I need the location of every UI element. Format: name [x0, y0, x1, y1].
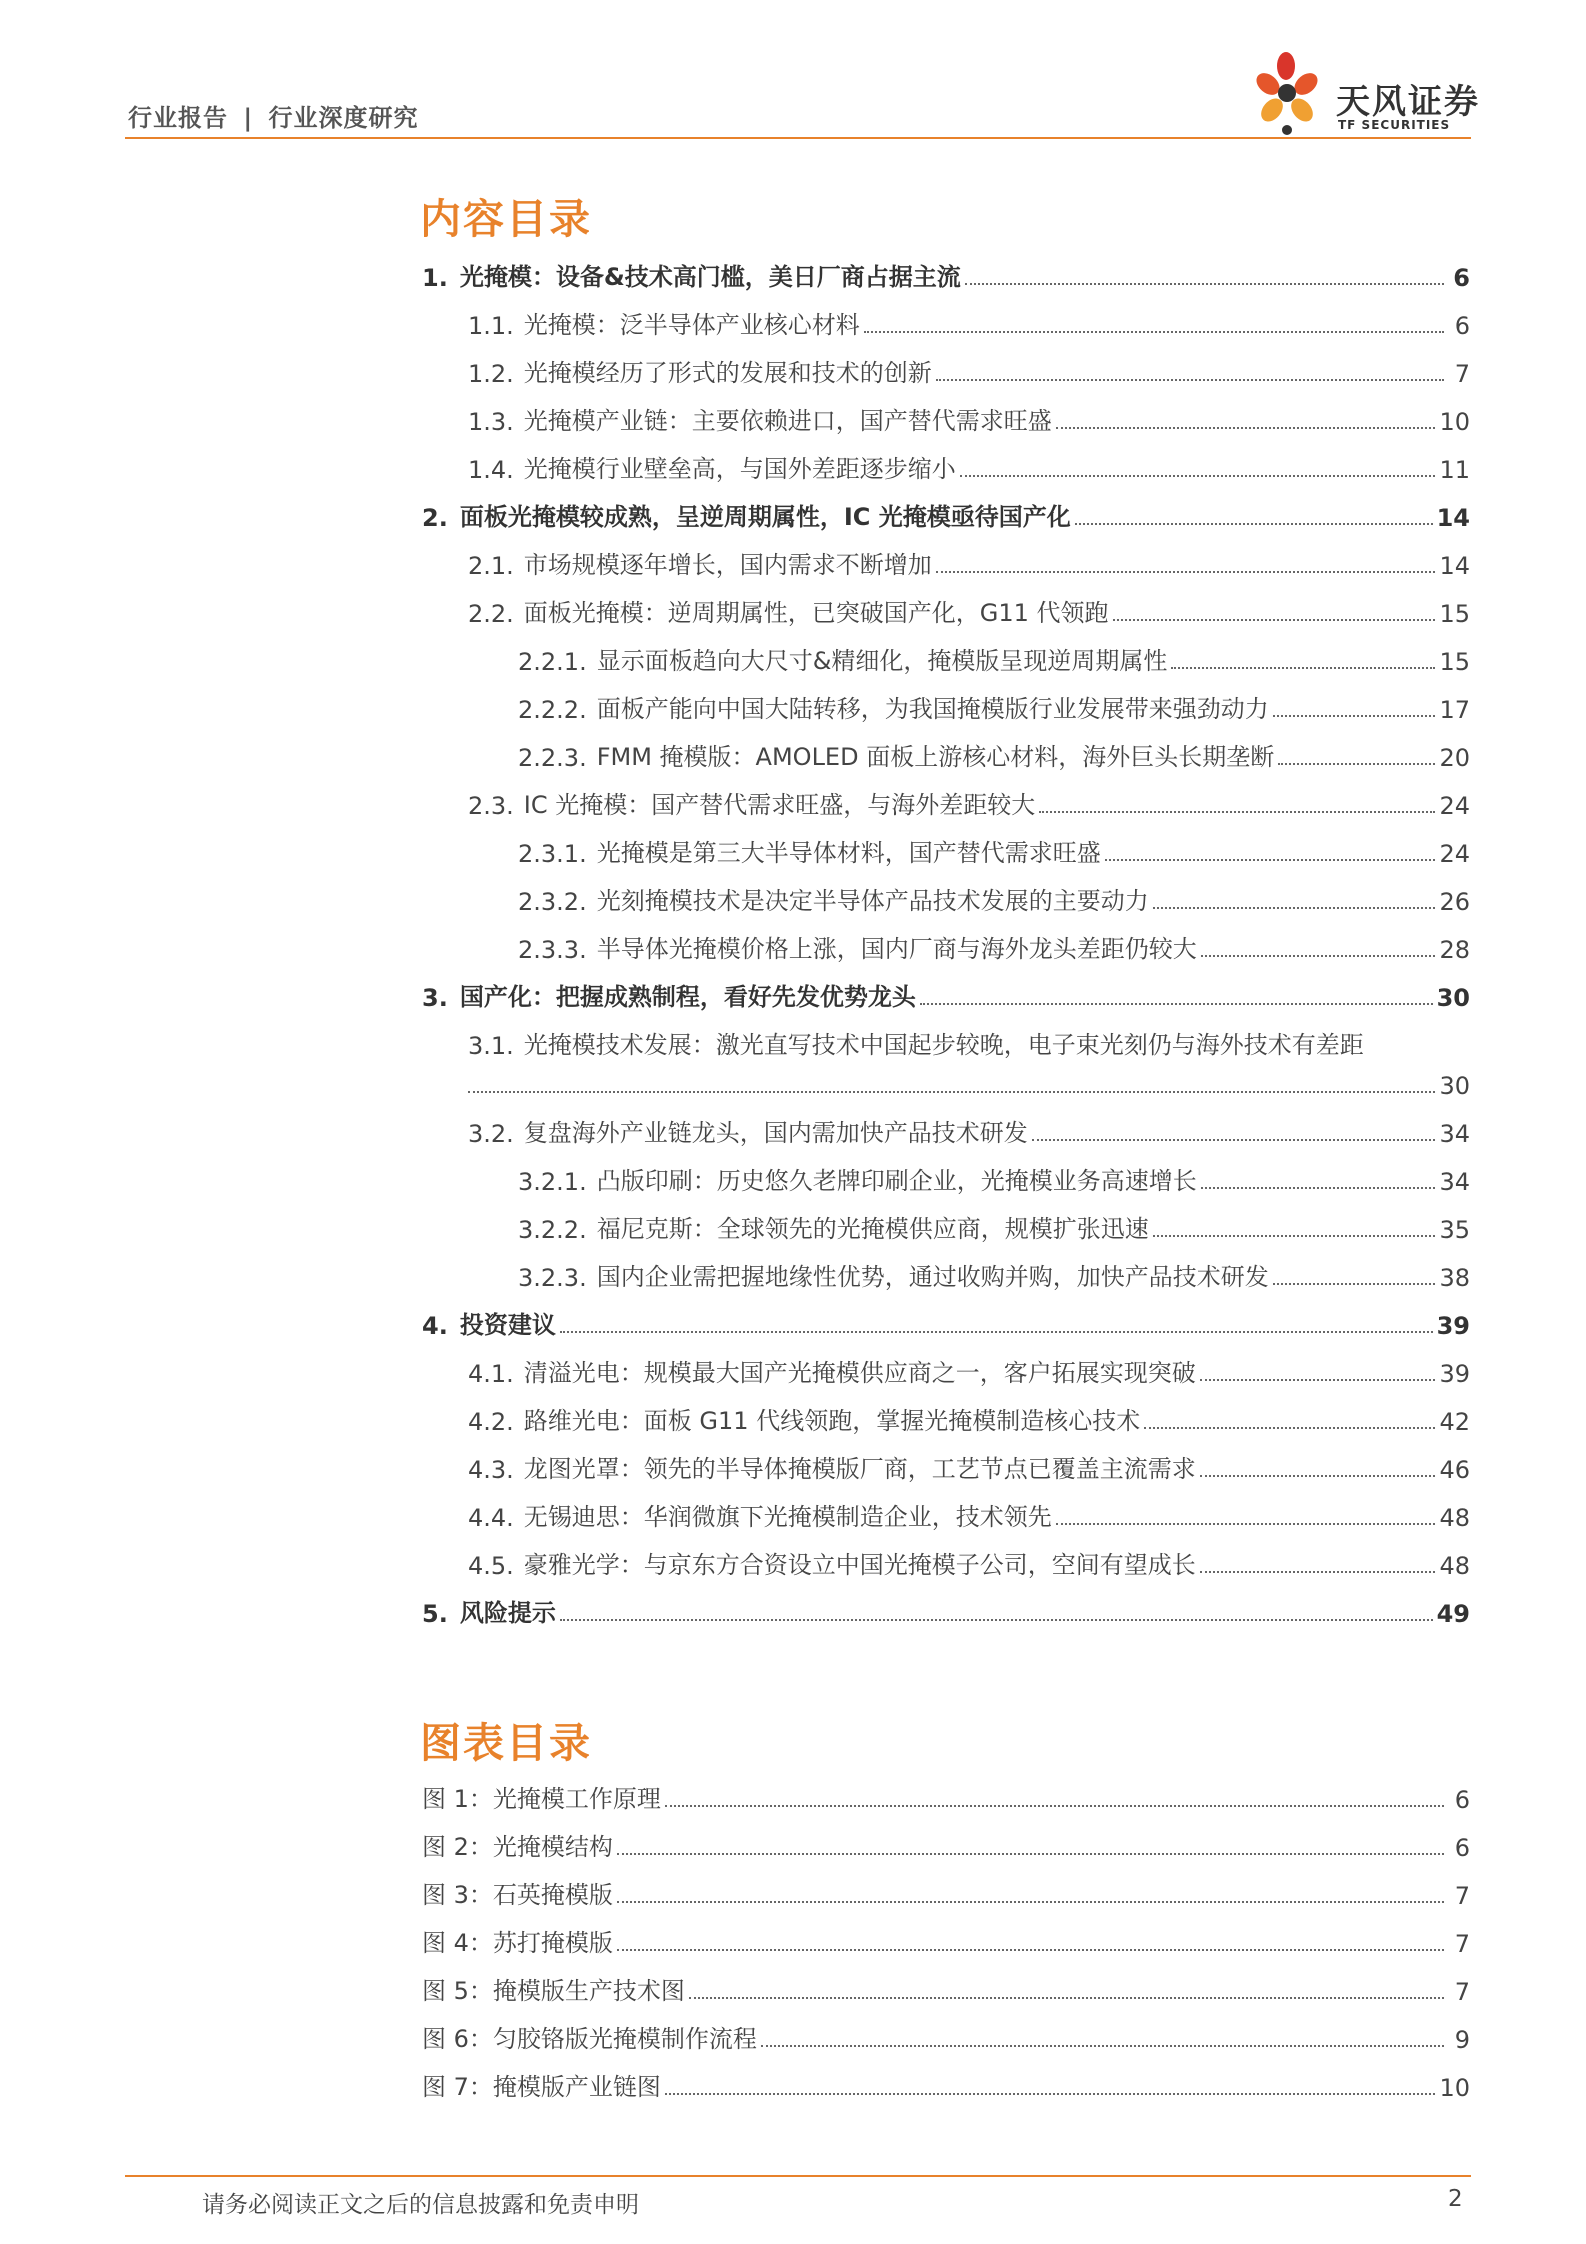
- toc-row[interactable]: [422, 492, 1470, 532]
- toc-row[interactable]: [422, 1492, 1470, 1532]
- toc-row[interactable]: [422, 1020, 1470, 1100]
- toc-leader: [617, 1949, 1444, 1951]
- figure-page: 10: [1439, 2074, 1470, 2102]
- toc-entry-title: 半导体光掩模价格上涨，国内厂商与海外龙头差距仍较大: [596, 935, 1197, 963]
- toc-row[interactable]: [422, 1108, 1470, 1148]
- toc-page: 39: [1436, 1312, 1470, 1340]
- toc-entry-title: 投资建议: [459, 1311, 556, 1339]
- toc-row[interactable]: [422, 588, 1470, 628]
- toc-leader: [617, 1901, 1444, 1903]
- toc-number: 3.: [422, 984, 448, 1012]
- toc-entry-title: 无锡迪思：华润微旗下光掩模制造企业，技术领先: [523, 1503, 1052, 1531]
- toc-leader: [665, 1805, 1444, 1807]
- toc-entry-title: IC 光掩模：国产替代需求旺盛，与海外差距较大: [523, 791, 1036, 819]
- toc-number: 2.3.2.: [518, 888, 587, 916]
- toc-entry-title: 光掩模：设备&技术高门槛，美日厂商占据主流: [459, 263, 961, 291]
- toc-wrap-line: [468, 1060, 1470, 1100]
- toc-entry-title: 凸版印刷：历史悠久老牌印刷企业，光掩模业务高速增长: [596, 1167, 1197, 1195]
- toc-leader: [560, 1619, 1433, 1621]
- toc-row[interactable]: [422, 300, 1470, 340]
- toc-entry-title: 清溢光电：规模最大国产光掩模供应商之一，客户拓展实现突破: [523, 1359, 1196, 1387]
- toc-page: 42: [1439, 1408, 1470, 1436]
- toc-entry-title: 面板光掩模：逆周期属性，已突破国产化，G11 代领跑: [523, 599, 1109, 627]
- toc-leader: [864, 331, 1444, 333]
- toc-page: 49: [1436, 1600, 1470, 1628]
- toc-leader: [920, 1003, 1433, 1005]
- toc-page: 20: [1439, 744, 1470, 772]
- toc-page: 28: [1439, 936, 1470, 964]
- toc-row[interactable]: [422, 396, 1470, 436]
- toc-row[interactable]: [422, 444, 1470, 484]
- toc-row[interactable]: [422, 1396, 1470, 1436]
- toc-row[interactable]: [422, 732, 1470, 772]
- figure-row[interactable]: [422, 1966, 1470, 2006]
- toc-page: 30: [1436, 984, 1470, 1012]
- toc-number: 4.5.: [468, 1552, 514, 1580]
- toc-leader: [1278, 763, 1435, 765]
- toc-number: 2.3.: [468, 792, 514, 820]
- figure-page: 6: [1454, 1786, 1470, 1814]
- figure-list-title: 图表目录: [420, 1719, 592, 1767]
- toc-entry-title: 光掩模经历了形式的发展和技术的创新: [523, 359, 932, 387]
- footer-rule: [125, 2175, 1471, 2177]
- toc-entry-title: 路维光电：面板 G11 代线领跑，掌握光掩模制造核心技术: [523, 1407, 1141, 1435]
- logo-name: 天风证券: [1336, 82, 1480, 122]
- toc-entry-title: 显示面板趋向大尺寸&精细化，掩模版呈现逆周期属性: [596, 647, 1168, 675]
- toc-entry-title: 光掩模产业链：主要依赖进口，国产替代需求旺盛: [523, 407, 1052, 435]
- toc-leader: [936, 379, 1444, 381]
- toc-entry-title: 豪雅光学：与京东方合资设立中国光掩模子公司，空间有望成长: [523, 1551, 1196, 1579]
- toc-row[interactable]: [422, 1588, 1470, 1628]
- figure-row[interactable]: [422, 1774, 1470, 1814]
- toc-page: 24: [1439, 792, 1470, 820]
- toc-number: 2.2.3.: [518, 744, 587, 772]
- figure-row[interactable]: [422, 1870, 1470, 1910]
- toc-number: 1.2.: [468, 360, 514, 388]
- toc-leader: [1201, 1187, 1436, 1189]
- toc-title: 内容目录: [420, 195, 592, 243]
- figure-row[interactable]: [422, 2062, 1470, 2102]
- toc-number: 4.2.: [468, 1408, 514, 1436]
- toc-page: 38: [1439, 1264, 1470, 1292]
- toc-row[interactable]: [422, 780, 1470, 820]
- company-logo: [1248, 48, 1488, 140]
- toc-leader: [1144, 1427, 1435, 1429]
- toc-row[interactable]: [422, 972, 1470, 1012]
- toc-entry-title: 面板产能向中国大陆转移，为我国掩模版行业发展带来强劲动力: [596, 695, 1269, 723]
- toc-row[interactable]: [422, 1204, 1470, 1244]
- toc-row[interactable]: [422, 1300, 1470, 1340]
- toc-page: 46: [1439, 1456, 1470, 1484]
- toc-number: 3.2.1.: [518, 1168, 587, 1196]
- figure-label: 图 4：苏打掩模版: [422, 1929, 613, 1957]
- toc-leader: [1032, 1139, 1436, 1141]
- toc-leader: [617, 1853, 1444, 1855]
- toc-page: 11: [1439, 456, 1470, 484]
- figure-page: 7: [1454, 1930, 1470, 1958]
- toc-leader: [1039, 811, 1435, 813]
- toc-row[interactable]: [422, 1252, 1470, 1292]
- toc-row[interactable]: [422, 1156, 1470, 1196]
- toc-number: 2.3.3.: [518, 936, 587, 964]
- toc-number: 2.2.2.: [518, 696, 587, 724]
- toc-row[interactable]: [422, 828, 1470, 868]
- toc-row[interactable]: [422, 1348, 1470, 1388]
- toc-number: 2.2.1.: [518, 648, 587, 676]
- toc-number: 3.2.3.: [518, 1264, 587, 1292]
- toc-number: 3.2.: [468, 1120, 514, 1148]
- figure-label: 图 7：掩模版产业链图: [422, 2073, 661, 2101]
- toc-entry-title: 国内企业需把握地缘性优势，通过收购并购，加快产品技术研发: [596, 1263, 1269, 1291]
- toc-leader: [1153, 1235, 1436, 1237]
- toc-number: 1.1.: [468, 312, 514, 340]
- toc-leader: [1113, 619, 1436, 621]
- toc-entry-title: 光掩模技术发展：激光直写技术中国起步较晚，电子束光刻仍与海外技术有差距: [523, 1031, 1364, 1059]
- toc-page: 10: [1439, 408, 1470, 436]
- toc-number: 1.: [422, 264, 448, 292]
- toc-page: 17: [1439, 696, 1470, 724]
- toc-page: 35: [1439, 1216, 1470, 1244]
- toc-page: 6: [1453, 264, 1470, 292]
- toc-row[interactable]: [422, 1444, 1470, 1484]
- toc-page: 15: [1439, 600, 1470, 628]
- toc-page: 24: [1439, 840, 1470, 868]
- toc-entry-title: 光掩模是第三大半导体材料，国产替代需求旺盛: [596, 839, 1101, 867]
- toc-leader: [1273, 1283, 1436, 1285]
- toc-leader: [761, 2045, 1444, 2047]
- toc-number: 5.: [422, 1600, 448, 1628]
- flower-logo-icon: [1248, 48, 1336, 140]
- page-number: 2: [1448, 2186, 1463, 2212]
- toc-wrap-line: [468, 1020, 1470, 1060]
- toc-number: 3.1.: [468, 1032, 514, 1060]
- toc-number: 4.1.: [468, 1360, 514, 1388]
- figure-row[interactable]: [422, 2014, 1470, 2054]
- toc-leader: [965, 283, 1444, 285]
- figure-label: 图 1：光掩模工作原理: [422, 1785, 661, 1813]
- toc-page: 34: [1439, 1168, 1470, 1196]
- figure-page: 7: [1454, 1882, 1470, 1910]
- toc-number: 3.2.2.: [518, 1216, 587, 1244]
- figure-label: 图 6：匀胶铬版光掩模制作流程: [422, 2025, 757, 2053]
- toc-entry-title: 光掩模行业壁垒高，与国外差距逐步缩小: [523, 455, 956, 483]
- toc-number: 4.3.: [468, 1456, 514, 1484]
- toc-page: 15: [1439, 648, 1470, 676]
- toc-page: 6: [1454, 312, 1470, 340]
- report-subtype: 行业深度研究: [268, 104, 419, 132]
- toc-leader: [1056, 1523, 1436, 1525]
- toc-page: 14: [1436, 504, 1470, 532]
- toc-entry-title: 市场规模逐年增长，国内需求不断增加: [523, 551, 932, 579]
- toc-row[interactable]: [422, 252, 1470, 292]
- toc-leader: [665, 2093, 1436, 2095]
- logo-subtitle: TF SECURITIES: [1338, 118, 1451, 132]
- toc-page: 48: [1439, 1504, 1470, 1532]
- toc-entry-title: 光掩模：泛半导体产业核心材料: [523, 311, 860, 339]
- toc-number: 2.1.: [468, 552, 514, 580]
- toc-leader: [689, 1997, 1444, 1999]
- toc-number: 4.: [422, 1312, 448, 1340]
- toc-leader: [560, 1331, 1433, 1333]
- toc-leader: [1201, 955, 1436, 957]
- figure-page: 9: [1454, 2026, 1470, 2054]
- toc-number: 1.3.: [468, 408, 514, 436]
- toc-leader: [1075, 523, 1433, 525]
- toc-number: 2.: [422, 504, 448, 532]
- toc-leader: [468, 1091, 1435, 1093]
- report-type: 行业报告: [128, 104, 228, 132]
- toc-entry-title: 福尼克斯：全球领先的光掩模供应商，规模扩张迅速: [596, 1215, 1149, 1243]
- toc-number: 2.3.1.: [518, 840, 587, 868]
- toc-leader: [960, 475, 1436, 477]
- toc-leader: [1105, 859, 1436, 861]
- toc-row[interactable]: [422, 1540, 1470, 1580]
- toc-leader: [1153, 907, 1436, 909]
- toc-entry-title: 面板光掩模较成熟，呈逆周期属性，IC 光掩模亟待国产化: [459, 503, 1071, 531]
- toc-row[interactable]: [422, 876, 1470, 916]
- toc-row[interactable]: [422, 924, 1470, 964]
- toc-leader: [1200, 1379, 1436, 1381]
- toc-leader: [1056, 427, 1436, 429]
- toc-leader: [1171, 667, 1435, 669]
- toc-leader: [1200, 1571, 1436, 1573]
- toc-leader: [1273, 715, 1436, 717]
- toc-row[interactable]: [422, 348, 1470, 388]
- figure-label: 图 3：石英掩模版: [422, 1881, 613, 1909]
- footer-disclaimer: 请务必阅读正文之后的信息披露和免责申明: [202, 2192, 639, 2218]
- figure-page: 6: [1454, 1834, 1470, 1862]
- toc-entry-title: FMM 掩模版：AMOLED 面板上游核心材料，海外巨头长期垄断: [596, 743, 1275, 771]
- figure-row[interactable]: [422, 1822, 1470, 1862]
- toc-leader: [1200, 1475, 1436, 1477]
- figure-label: 图 2：光掩模结构: [422, 1833, 613, 1861]
- toc-entry-title: 国产化：把握成熟制程，看好先发优势龙头: [459, 983, 916, 1011]
- toc-entry-title: 复盘海外产业链龙头，国内需加快产品技术研发: [523, 1119, 1028, 1147]
- toc-number: 2.2.: [468, 600, 514, 628]
- toc-page: 7: [1454, 360, 1470, 388]
- figure-page: 7: [1454, 1978, 1470, 2006]
- toc-number: 1.4.: [468, 456, 514, 484]
- toc-number: 4.4.: [468, 1504, 514, 1532]
- toc-row[interactable]: [422, 684, 1470, 724]
- toc-row[interactable]: [422, 636, 1470, 676]
- toc-entry-title: 光刻掩模技术是决定半导体产品技术发展的主要动力: [596, 887, 1149, 915]
- header-report-type: [128, 98, 418, 133]
- toc-page: 26: [1439, 888, 1470, 916]
- header-separator: |: [243, 104, 254, 132]
- toc-page: 48: [1439, 1552, 1470, 1580]
- toc-page: 30: [1439, 1072, 1470, 1100]
- toc-page: 34: [1439, 1120, 1470, 1148]
- toc-leader: [936, 571, 1436, 573]
- toc-entry-title: 龙图光罩：领先的半导体掩模版厂商，工艺节点已覆盖主流需求: [523, 1455, 1196, 1483]
- toc-entry-title: 风险提示: [459, 1599, 556, 1627]
- toc-page: 14: [1439, 552, 1470, 580]
- figure-label: 图 5：掩模版生产技术图: [422, 1977, 685, 2005]
- figure-row[interactable]: [422, 1918, 1470, 1958]
- toc-row[interactable]: [422, 540, 1470, 580]
- toc-page: 39: [1439, 1360, 1470, 1388]
